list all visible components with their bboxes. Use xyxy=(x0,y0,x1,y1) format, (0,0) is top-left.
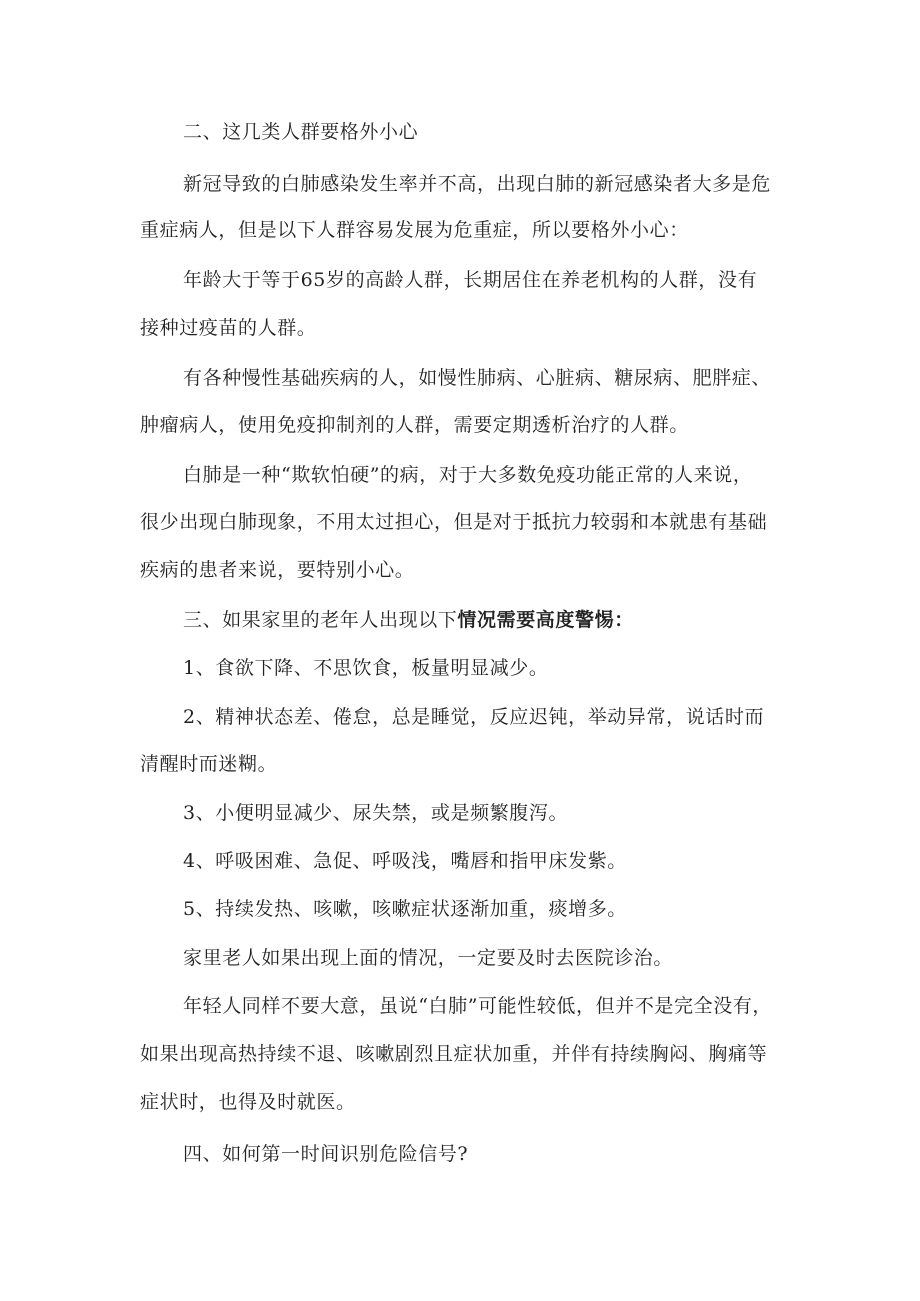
section-heading-three xyxy=(183,606,800,634)
paragraph-line: 接种过疫苗的人群。 xyxy=(140,317,317,339)
paragraph-line: 新冠导致的白肺感染发生率并不高，出现白肺的新冠感染者大多是危 xyxy=(183,173,772,195)
list-item-continuation: 清醒时而迷糊。 xyxy=(140,753,278,775)
paragraph-line: 肿瘤病人，使用免疫抑制剂的人群，需要定期透析治疗的人群。 xyxy=(140,414,689,436)
paragraph-line: 有各种慢性基础疾病的人，如慢性肺病、心脏病、糖尿病、肥胖症、 xyxy=(183,367,772,389)
paragraph-line: 症状时，也得及时就医。 xyxy=(140,1091,356,1113)
section-heading-two: 二、这几类人群要格外小心 xyxy=(183,121,419,143)
list-item: 1、食欲下降、不思饮食，板量明显减少。 xyxy=(183,657,549,679)
paragraph-line: 家里老人如果出现上面的情况，一定要及时去医院诊治。 xyxy=(183,947,674,969)
list-item: 3、小便明显减少、尿失禁，或是频繁腹泻。 xyxy=(183,802,569,824)
list-item: 4、呼吸困难、急促、呼吸浅，嘴唇和指甲床发紫。 xyxy=(183,850,627,872)
paragraph-line: 很少出现白肺现象，不用太过担心，但是对于抵抗力较弱和本就患有基础 xyxy=(140,511,768,533)
paragraph-line: 年轻人同样不要大意，虽说“白肺”可能性较低，但并不是完全没有， xyxy=(183,995,773,1017)
paragraph-line: 如果出现高热持续不退、咳嗽剧烈且症状加重，并伴有持续胸闷、胸痛等 xyxy=(140,1043,768,1065)
paragraph-line: 疾病的患者来说，要特别小心。 xyxy=(140,559,415,581)
heading-normal-text: 三、如果家里的老年人出现以下 xyxy=(183,609,458,631)
paragraph-line: 重症病人，但是以下人群容易发展为危重症，所以要格外小心： xyxy=(140,219,689,241)
list-item: 5、持续发热、咳嗽，咳嗽症状逐渐加重，痰增多。 xyxy=(183,898,627,920)
heading-bold-text: 情况需要高度警惕： xyxy=(457,609,634,631)
section-heading-four: 四、如何第一时间识别危险信号? xyxy=(183,1143,469,1165)
paragraph-line: 白肺是一种“欺软怕硬”的病，对于大多数免疫功能正常的人来说， xyxy=(183,464,753,486)
list-item: 2、精神状态差、倦怠，总是睡觉，反应迟钝，举动异常，说话时而 xyxy=(183,706,765,728)
paragraph-line: 年龄大于等于65岁的高龄人群，长期居住在养老机构的人群，没有 xyxy=(183,269,758,291)
